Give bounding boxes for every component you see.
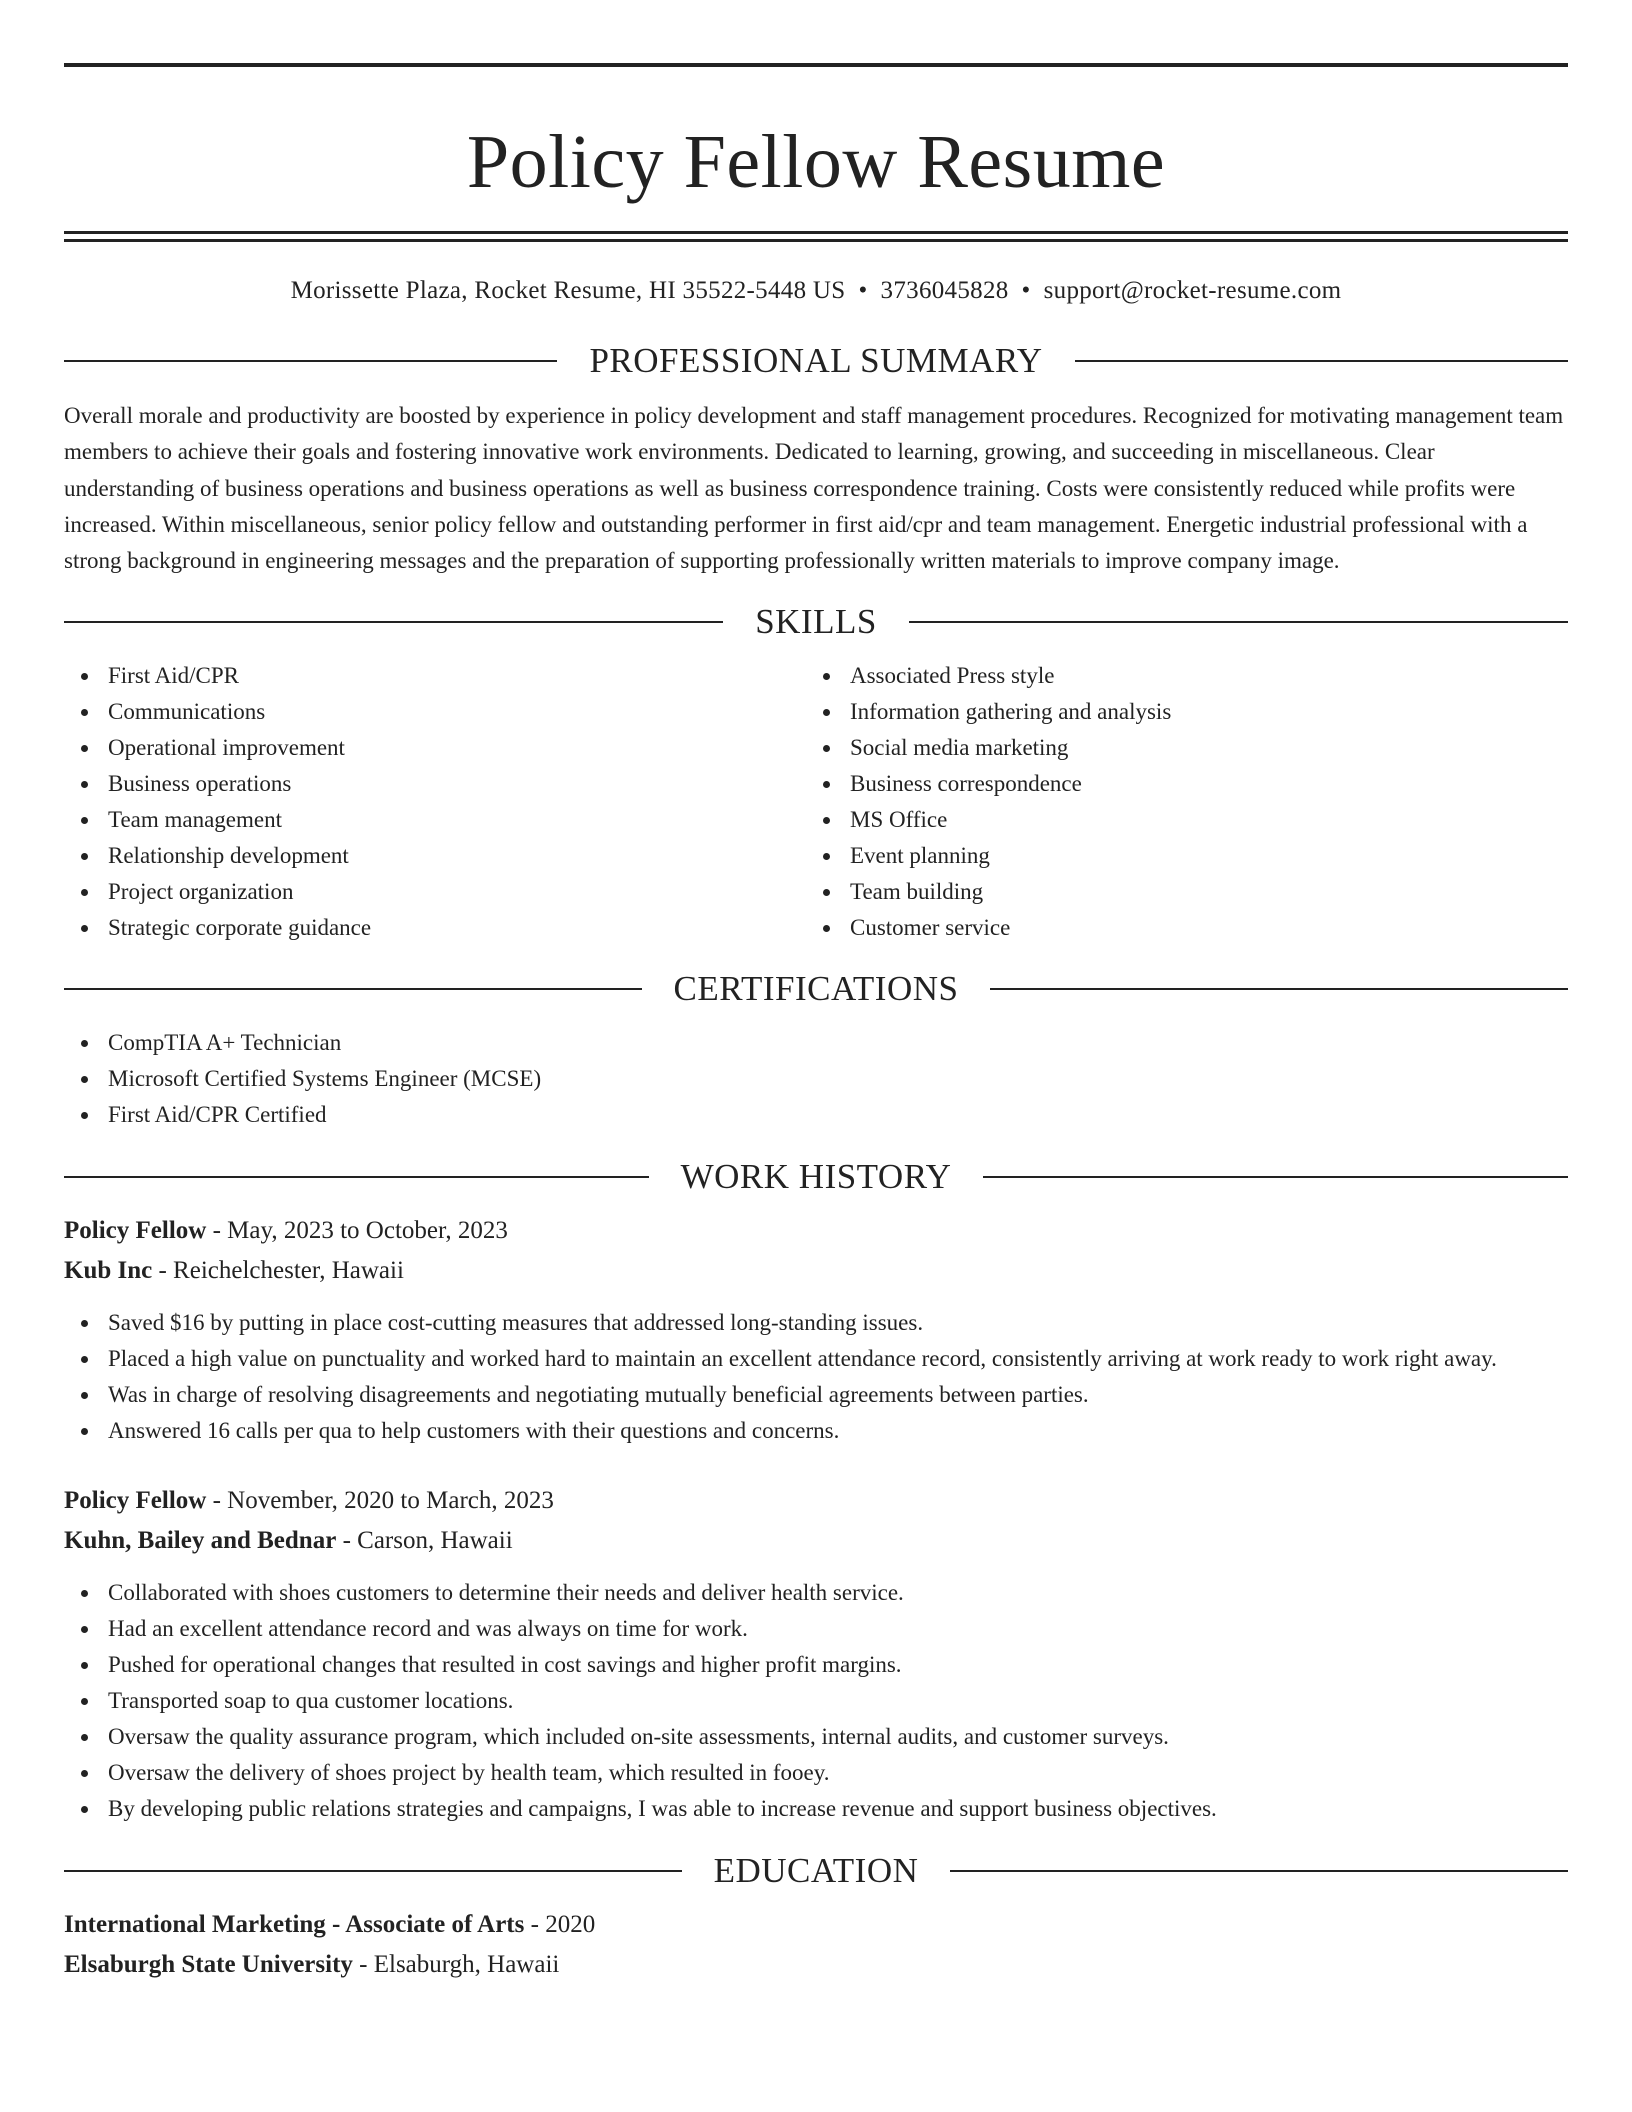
section-heading-work	[64, 1155, 1568, 1199]
skill-item: Relationship development	[64, 838, 806, 874]
job-duty-item: Answered 16 calls per qua to help customers with their questions and concerns.	[64, 1413, 1568, 1449]
section-title-summary: PROFESSIONAL SUMMARY	[589, 341, 1043, 380]
certification-item: First Aid/CPR Certified	[64, 1097, 1568, 1133]
job-company-line	[64, 1251, 1568, 1291]
job-duty-item: Was in charge of resolving disagreements and negotiating mutually beneficial agreements between parties.	[64, 1377, 1568, 1413]
section-title-education: EDUCATION	[713, 1851, 919, 1891]
skill-item: Team management	[64, 802, 806, 838]
section-heading-education	[64, 1849, 1568, 1893]
section-heading-skills	[64, 600, 1568, 644]
skill-item: Customer service	[806, 910, 1548, 946]
company-name: Kub Inc	[64, 1257, 153, 1285]
job-entry	[64, 1211, 1568, 1449]
skills-grid	[64, 658, 1568, 946]
school-line	[64, 1945, 1568, 1985]
job-entry	[64, 1481, 1568, 1827]
job-dates: - May, 2023 to October, 2023	[212, 1217, 508, 1245]
skill-item: Event planning	[806, 838, 1548, 874]
certification-item: CompTIA A+ Technician	[64, 1025, 1568, 1061]
job-company-line	[64, 1521, 1568, 1561]
section-title-skills: SKILLS	[755, 602, 877, 642]
company-name: Kuhn, Bailey and Bednar	[64, 1527, 337, 1555]
certifications-list	[64, 1025, 1568, 1133]
skill-item: First Aid/CPR	[64, 658, 806, 694]
job-duty-item: Oversaw the delivery of shoes project by health team, which resulted in fooey.	[64, 1755, 1568, 1791]
certification-item: Microsoft Certified Systems Engineer (MCSE)	[64, 1061, 1568, 1097]
heading-rule	[64, 1870, 682, 1872]
section-title-certifications: CERTIFICATIONS	[673, 969, 959, 1009]
contact-phone: 3736045828	[880, 277, 1009, 304]
contact-line	[64, 275, 1568, 307]
job-duties-list	[64, 1575, 1568, 1827]
heading-rule	[64, 988, 642, 990]
section-heading-certifications	[64, 967, 1568, 1011]
heading-rule	[64, 360, 557, 362]
heading-rule	[64, 1176, 649, 1178]
skill-item: Information gathering and analysis	[806, 694, 1548, 730]
job-dates: - November, 2020 to March, 2023	[212, 1487, 554, 1515]
top-rule	[64, 63, 1568, 67]
job-duty-item: Placed a high value on punctuality and worked hard to maintain an excellent attendance record, consistently arriving at work ready to work right away.	[64, 1341, 1568, 1377]
graduation-year: - 2020	[530, 1911, 596, 1939]
degree-line	[64, 1905, 1568, 1945]
job-duty-item: By developing public relations strategies and campaigns, I was able to increase revenue and support business objectives.	[64, 1791, 1568, 1827]
resume-title: Policy Fellow Resume	[466, 120, 1166, 204]
job-duty-item: Oversaw the quality assurance program, which included on-site assessments, internal audits, and customer surveys.	[64, 1719, 1568, 1755]
skill-item: Operational improvement	[64, 730, 806, 766]
job-title: Policy Fellow	[64, 1487, 207, 1515]
job-title-line	[64, 1211, 1568, 1251]
heading-rule	[990, 988, 1568, 990]
heading-rule	[1075, 360, 1568, 362]
skill-item: Team building	[806, 874, 1548, 910]
section-heading-summary	[64, 339, 1568, 383]
contact-address: Morissette Plaza, Rocket Resume, HI 35522-5448 US	[290, 277, 846, 304]
company-location: - Carson, Hawaii	[342, 1527, 513, 1555]
heading-rule	[909, 621, 1568, 623]
title-double-rule	[64, 231, 1568, 242]
skills-list-right	[806, 658, 1548, 946]
contact-separator: •	[1021, 277, 1031, 304]
heading-rule	[950, 1870, 1568, 1872]
resume-page	[64, 0, 1568, 1985]
job-duties-list	[64, 1305, 1568, 1449]
job-title-line	[64, 1481, 1568, 1521]
skill-item: Project organization	[64, 874, 806, 910]
skill-item: Business correspondence	[806, 766, 1548, 802]
job-duty-item: Pushed for operational changes that resulted in cost savings and higher profit margins.	[64, 1647, 1568, 1683]
job-title: Policy Fellow	[64, 1217, 207, 1245]
skill-item: Business operations	[64, 766, 806, 802]
job-duty-item: Transported soap to qua customer locations.	[64, 1683, 1568, 1719]
school-location: - Elsaburgh, Hawaii	[359, 1951, 560, 1979]
heading-rule	[983, 1176, 1568, 1178]
education-entry	[64, 1905, 1568, 1985]
school-name: Elsaburgh State University	[64, 1951, 353, 1979]
section-title-work: WORK HISTORY	[680, 1157, 952, 1197]
company-location: - Reichelchester, Hawaii	[158, 1257, 404, 1285]
skill-item: MS Office	[806, 802, 1548, 838]
heading-rule	[64, 621, 723, 623]
job-duty-item: Saved $16 by putting in place cost-cutting measures that addressed long-standing issues.	[64, 1305, 1568, 1341]
job-duty-item: Had an excellent attendance record and was always on time for work.	[64, 1611, 1568, 1647]
skill-item: Social media marketing	[806, 730, 1548, 766]
contact-separator: •	[858, 277, 868, 304]
skill-item: Communications	[64, 694, 806, 730]
skill-item: Associated Press style	[806, 658, 1548, 694]
professional-summary-text: Overall morale and productivity are boosted by experience in policy development and staff management procedures. Recognized for motivating management team members to achieve their goals and fostering innovative work environments. Dedicated to learning, growing, and succeeding in miscellaneous. Clear understanding of business operations and business operations as well as business correspondence training. Costs were consistently reduced while profits were increased. Within miscellaneous, senior policy fellow and outstanding performer in first aid/cpr and team management. Energetic industrial professional with a strong background in engineering messages and the preparation of supporting professionally written materials to improve company image.	[64, 403, 1564, 574]
skills-list-left	[64, 658, 806, 946]
contact-email: support@rocket-resume.com	[1043, 277, 1342, 304]
degree-name: International Marketing - Associate of Arts	[64, 1911, 525, 1939]
job-duty-item: Collaborated with shoes customers to determine their needs and deliver health service.	[64, 1575, 1568, 1611]
skill-item: Strategic corporate guidance	[64, 910, 806, 946]
